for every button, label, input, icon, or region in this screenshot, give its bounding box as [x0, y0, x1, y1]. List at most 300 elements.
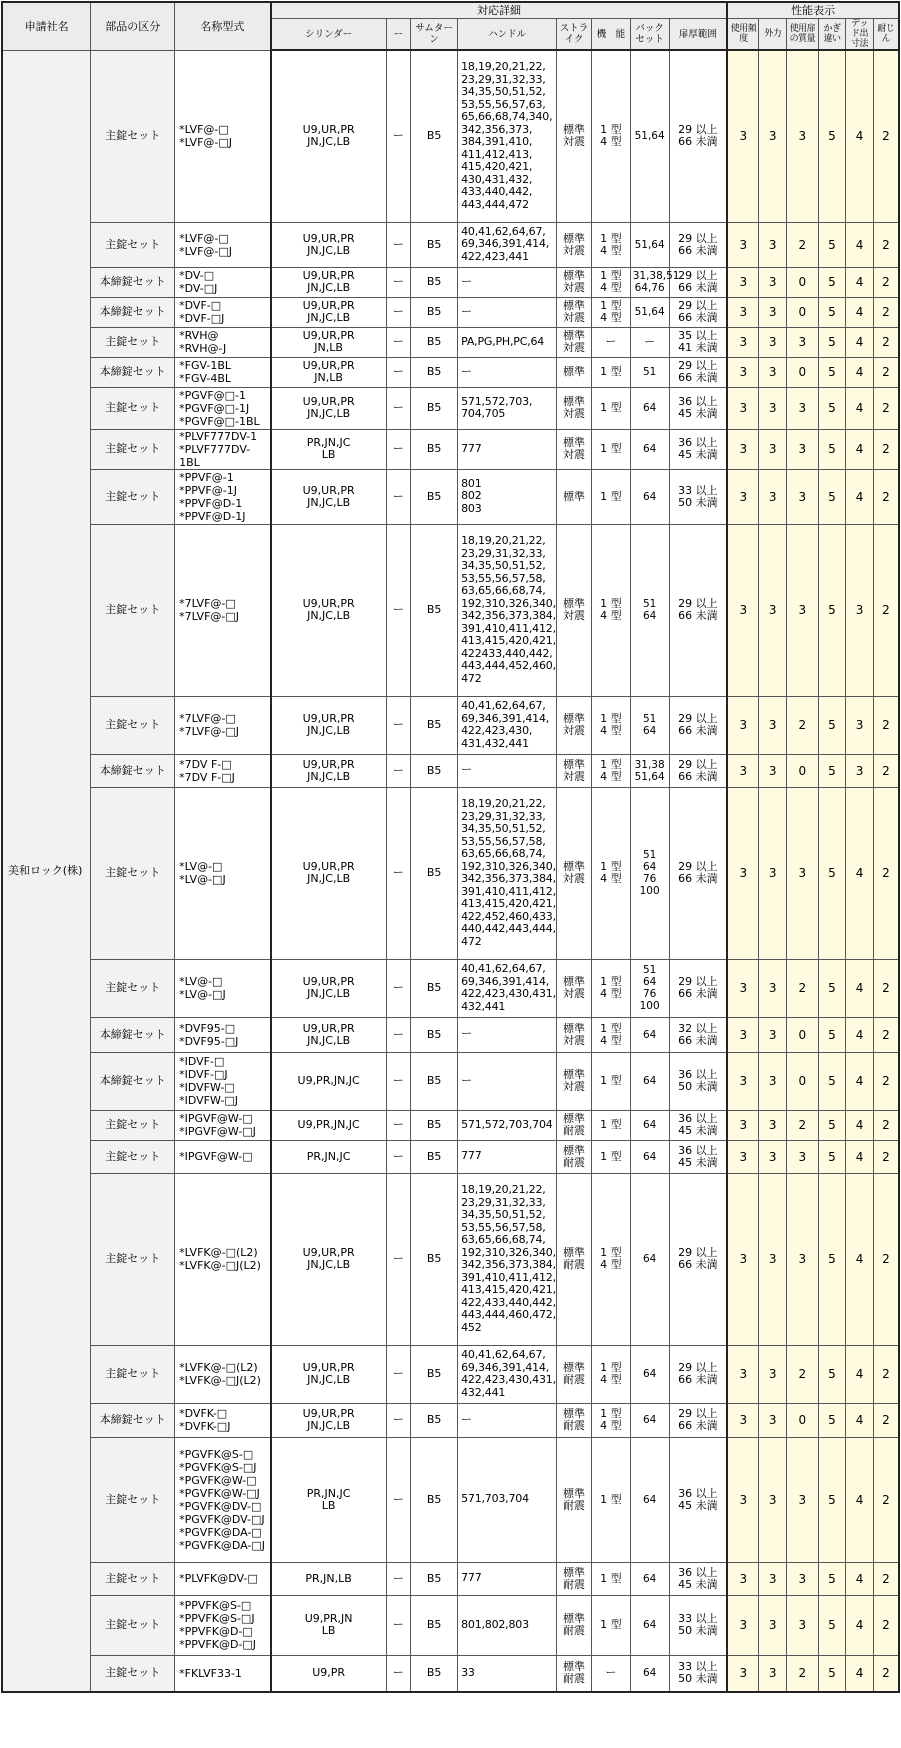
- row-dash: ー: [386, 357, 411, 387]
- row-dash: ー: [386, 959, 411, 1017]
- row-strike: 標準 対震: [557, 1017, 592, 1052]
- row-thumbturn: B5: [411, 1052, 458, 1110]
- row-perf-force: 3: [759, 1437, 787, 1562]
- row-model: *FGV-1BL *FGV-4BL: [175, 357, 271, 387]
- row-handle: PA,PG,PH,PC,64: [458, 327, 557, 357]
- table-row: [2, 524, 899, 696]
- row-dash: ー: [386, 1110, 411, 1140]
- row-model: *7DV F-□ *7DV F-□J: [175, 754, 271, 787]
- row-category: 主錠セット: [91, 222, 175, 267]
- row-dash: ー: [386, 469, 411, 524]
- row-backset: 51 64 76 100: [630, 787, 669, 959]
- row-perf-door-weight: 0: [787, 297, 819, 327]
- table-row: [2, 959, 899, 1017]
- row-perf-key-differ: 5: [818, 1403, 846, 1437]
- row-perf-deadbolt: 4: [846, 1017, 874, 1052]
- row-perf-key-differ: 5: [818, 387, 846, 429]
- row-function: 1 型 4 型: [591, 1345, 630, 1403]
- header-perf-key-differ: かぎ違い: [818, 19, 846, 51]
- row-thumbturn: B5: [411, 297, 458, 327]
- row-handle: 571,572,703, 704,705: [458, 387, 557, 429]
- row-backset: 31,38 51,64: [630, 754, 669, 787]
- row-category: 本締錠セット: [91, 357, 175, 387]
- table-row: [2, 696, 899, 754]
- row-perf-frequency: 3: [727, 787, 759, 959]
- row-function: 1 型: [591, 357, 630, 387]
- row-backset: 64: [630, 1437, 669, 1562]
- row-strike: 標準 対震: [557, 696, 592, 754]
- row-perf-deadbolt: 4: [846, 357, 874, 387]
- row-perf-deadbolt: 4: [846, 1140, 874, 1173]
- row-perf-twist: 2: [873, 959, 899, 1017]
- row-category: 主錠セット: [91, 1345, 175, 1403]
- row-category: 主錠セット: [91, 1562, 175, 1595]
- row-perf-twist: 2: [873, 222, 899, 267]
- row-perf-frequency: 3: [727, 267, 759, 297]
- row-cylinder: U9,UR,PR JN,JC,LB: [271, 387, 386, 429]
- row-perf-frequency: 3: [727, 357, 759, 387]
- row-function: 1 型: [591, 1437, 630, 1562]
- row-model: *LVF@-□ *LVF@-□J: [175, 222, 271, 267]
- row-backset: 51: [630, 357, 669, 387]
- row-perf-force: 3: [759, 524, 787, 696]
- table-row: [2, 1403, 899, 1437]
- row-thickness: 29 以上 66 未満: [669, 357, 727, 387]
- row-cylinder: U9,UR,PR JN,JC,LB: [271, 524, 386, 696]
- row-perf-key-differ: 5: [818, 1345, 846, 1403]
- row-category: 本締錠セット: [91, 267, 175, 297]
- table-row: [2, 1110, 899, 1140]
- row-function: 1 型 4 型: [591, 1173, 630, 1345]
- row-perf-deadbolt: 4: [846, 1110, 874, 1140]
- header-perf-twist: 耐じん: [873, 19, 899, 51]
- row-perf-force: 3: [759, 297, 787, 327]
- row-backset: 64: [630, 1655, 669, 1692]
- row-perf-key-differ: 5: [818, 696, 846, 754]
- row-cylinder: U9,PR,JN LB: [271, 1595, 386, 1655]
- row-backset: 51,64: [630, 222, 669, 267]
- header-function: 機 能: [591, 19, 630, 51]
- row-function: 1 型 4 型: [591, 50, 630, 222]
- row-perf-force: 3: [759, 50, 787, 222]
- row-perf-door-weight: 3: [787, 1140, 819, 1173]
- row-perf-frequency: 3: [727, 1403, 759, 1437]
- row-thickness: 35 以上 41 未満: [669, 327, 727, 357]
- row-thickness: 36 以上 45 未満: [669, 1140, 727, 1173]
- row-perf-twist: 2: [873, 1140, 899, 1173]
- row-strike: 標準 対震: [557, 787, 592, 959]
- row-perf-force: 3: [759, 787, 787, 959]
- row-perf-deadbolt: 3: [846, 524, 874, 696]
- row-perf-key-differ: 5: [818, 1110, 846, 1140]
- row-thumbturn: B5: [411, 50, 458, 222]
- row-category: 主錠セット: [91, 787, 175, 959]
- table-row: [2, 469, 899, 524]
- row-model: *IPGVF@W-□: [175, 1140, 271, 1173]
- row-model: *LV@-□ *LV@-□J: [175, 787, 271, 959]
- row-perf-frequency: 3: [727, 1140, 759, 1173]
- row-perf-deadbolt: 4: [846, 387, 874, 429]
- row-category: 主錠セット: [91, 1655, 175, 1692]
- row-perf-force: 3: [759, 222, 787, 267]
- row-backset: 51 64: [630, 524, 669, 696]
- row-function: ー: [591, 1655, 630, 1692]
- row-perf-force: 3: [759, 1403, 787, 1437]
- row-backset: 64: [630, 429, 669, 469]
- row-category: 主錠セット: [91, 1437, 175, 1562]
- table-row: [2, 1595, 899, 1655]
- row-category: 本締錠セット: [91, 1403, 175, 1437]
- table-row: [2, 297, 899, 327]
- row-perf-frequency: 3: [727, 959, 759, 1017]
- row-perf-door-weight: 0: [787, 1403, 819, 1437]
- header-perf-force: 外力: [759, 19, 787, 51]
- row-strike: 標準 対震: [557, 50, 592, 222]
- row-handle: ー: [458, 754, 557, 787]
- row-perf-twist: 2: [873, 1437, 899, 1562]
- row-handle: 33: [458, 1655, 557, 1692]
- row-perf-door-weight: 3: [787, 1595, 819, 1655]
- row-perf-force: 3: [759, 267, 787, 297]
- row-perf-twist: 2: [873, 1655, 899, 1692]
- row-model: *LVFK@-□(L2) *LVFK@-□J(L2): [175, 1345, 271, 1403]
- row-function: 1 型: [591, 1595, 630, 1655]
- row-handle: 18,19,20,21,22, 23,29,31,32,33, 34,35,50,51,52, 53,55,56,57,58, 63,65,66,68,74, 192,310,326,340, 342,356,373,384, 391,410,411,412, 413,415,420,421, 422,452,460,433, 440,442,443,444, 472: [458, 787, 557, 959]
- row-function: 1 型 4 型: [591, 696, 630, 754]
- row-model: *IPGVF@W-□ *IPGVF@W-□J: [175, 1110, 271, 1140]
- row-handle: 40,41,62,64,67, 69,346,391,414, 422,423,430,431, 432,441: [458, 959, 557, 1017]
- row-dash: ー: [386, 222, 411, 267]
- row-thumbturn: B5: [411, 524, 458, 696]
- row-cylinder: U9,UR,PR JN,JC,LB: [271, 50, 386, 222]
- row-perf-key-differ: 5: [818, 1655, 846, 1692]
- row-perf-force: 3: [759, 1595, 787, 1655]
- row-perf-door-weight: 2: [787, 1110, 819, 1140]
- row-perf-deadbolt: 4: [846, 1052, 874, 1110]
- row-perf-deadbolt: 4: [846, 787, 874, 959]
- row-handle: 40,41,62,64,67, 69,346,391,414, 422,423,441: [458, 222, 557, 267]
- row-strike: 標準 対震: [557, 327, 592, 357]
- row-thumbturn: B5: [411, 1345, 458, 1403]
- row-model: *7LVF@-□ *7LVF@-□J: [175, 524, 271, 696]
- row-function: 1 型 4 型: [591, 1403, 630, 1437]
- row-model: *PLVFK@DV-□: [175, 1562, 271, 1595]
- row-perf-key-differ: 5: [818, 787, 846, 959]
- row-strike: 標準 耐震: [557, 1595, 592, 1655]
- row-perf-key-differ: 5: [818, 1140, 846, 1173]
- table-row: [2, 754, 899, 787]
- row-perf-twist: 2: [873, 50, 899, 222]
- row-thumbturn: B5: [411, 1655, 458, 1692]
- header-door-thickness: 扉厚範囲: [669, 19, 727, 51]
- row-handle: ー: [458, 1017, 557, 1052]
- table-row: [2, 50, 899, 222]
- row-perf-twist: 2: [873, 297, 899, 327]
- header-perf-deadbolt: デッド出寸法: [846, 19, 874, 51]
- row-category: 主錠セット: [91, 1140, 175, 1173]
- row-perf-frequency: 3: [727, 1110, 759, 1140]
- header-cylinder: シリンダー: [271, 19, 386, 51]
- row-perf-force: 3: [759, 1173, 787, 1345]
- row-perf-twist: 2: [873, 267, 899, 297]
- row-category: 主錠セット: [91, 429, 175, 469]
- row-strike: 標準 耐震: [557, 1562, 592, 1595]
- row-dash: ー: [386, 524, 411, 696]
- row-cylinder: U9,UR,PR JN,JC,LB: [271, 222, 386, 267]
- header-handle: ハンドル: [458, 19, 557, 51]
- row-perf-deadbolt: 4: [846, 222, 874, 267]
- row-thumbturn: B5: [411, 1017, 458, 1052]
- row-perf-frequency: 3: [727, 1017, 759, 1052]
- row-perf-door-weight: 0: [787, 754, 819, 787]
- row-perf-twist: 2: [873, 524, 899, 696]
- row-perf-force: 3: [759, 1052, 787, 1110]
- row-perf-key-differ: 5: [818, 1595, 846, 1655]
- row-model: *PPVF@-1 *PPVF@-1J *PPVF@D-1 *PPVF@D-1J: [175, 469, 271, 524]
- row-function: 1 型 4 型: [591, 267, 630, 297]
- table-row: [2, 1052, 899, 1110]
- row-perf-door-weight: 0: [787, 1017, 819, 1052]
- row-backset: 51 64 76 100: [630, 959, 669, 1017]
- row-thickness: 29 以上 66 未満: [669, 1173, 727, 1345]
- row-perf-door-weight: 0: [787, 1052, 819, 1110]
- row-thumbturn: B5: [411, 1140, 458, 1173]
- row-category: 本締錠セット: [91, 1017, 175, 1052]
- row-perf-frequency: 3: [727, 222, 759, 267]
- row-thickness: 36 以上 50 未満: [669, 1052, 727, 1110]
- row-model: *DVF-□ *DVF-□J: [175, 297, 271, 327]
- row-model: *DVFK-□ *DVFK-□J: [175, 1403, 271, 1437]
- row-strike: 標準 耐震: [557, 1403, 592, 1437]
- row-thickness: 29 以上 66 未満: [669, 696, 727, 754]
- row-perf-key-differ: 5: [818, 327, 846, 357]
- row-function: 1 型: [591, 1110, 630, 1140]
- row-category: 本締錠セット: [91, 754, 175, 787]
- row-perf-key-differ: 5: [818, 297, 846, 327]
- row-strike: 標準 対震: [557, 1052, 592, 1110]
- row-dash: ー: [386, 1052, 411, 1110]
- row-handle: ー: [458, 267, 557, 297]
- row-dash: ー: [386, 1017, 411, 1052]
- table-row: [2, 1345, 899, 1403]
- row-perf-force: 3: [759, 1140, 787, 1173]
- row-perf-twist: 2: [873, 787, 899, 959]
- row-model: *FKLVF33-1: [175, 1655, 271, 1692]
- table-row: [2, 429, 899, 469]
- row-dash: ー: [386, 50, 411, 222]
- row-perf-deadbolt: 4: [846, 959, 874, 1017]
- row-strike: 標準 対震: [557, 959, 592, 1017]
- row-handle: 18,19,20,21,22, 23,29,31,32,33, 34,35,50,51,52, 53,55,56,57,58, 63,65,66,68,74, 192,310,326,340, 342,356,373,384, 391,410,411,412, 413,415,420,421, 422,433,440,442, 443,444,460,472, 452: [458, 1173, 557, 1345]
- row-backset: 51 64: [630, 696, 669, 754]
- applicant-company: 美和ロック(株): [2, 50, 91, 1692]
- row-perf-frequency: 3: [727, 1173, 759, 1345]
- row-perf-frequency: 3: [727, 1655, 759, 1692]
- row-cylinder: U9,PR,JN,JC: [271, 1110, 386, 1140]
- row-strike: 標準 対震: [557, 267, 592, 297]
- row-perf-force: 3: [759, 387, 787, 429]
- row-perf-deadbolt: 4: [846, 1345, 874, 1403]
- row-perf-frequency: 3: [727, 429, 759, 469]
- row-handle: 777: [458, 429, 557, 469]
- row-backset: 64: [630, 1173, 669, 1345]
- table-row: [2, 1173, 899, 1345]
- row-perf-door-weight: 3: [787, 327, 819, 357]
- row-thickness: 29 以上 66 未満: [669, 297, 727, 327]
- row-function: ー: [591, 327, 630, 357]
- table-row: [2, 787, 899, 959]
- row-dash: ー: [386, 1403, 411, 1437]
- row-perf-deadbolt: 4: [846, 50, 874, 222]
- row-thickness: 33 以上 50 未満: [669, 469, 727, 524]
- row-perf-deadbolt: 4: [846, 297, 874, 327]
- row-strike: 標準 対震: [557, 524, 592, 696]
- row-perf-twist: 2: [873, 1595, 899, 1655]
- row-perf-force: 3: [759, 1562, 787, 1595]
- row-perf-force: 3: [759, 429, 787, 469]
- row-perf-force: 3: [759, 1655, 787, 1692]
- row-cylinder: U9,UR,PR JN,JC,LB: [271, 1403, 386, 1437]
- row-perf-twist: 2: [873, 357, 899, 387]
- row-handle: 571,703,704: [458, 1437, 557, 1562]
- row-perf-twist: 2: [873, 1345, 899, 1403]
- row-perf-twist: 2: [873, 754, 899, 787]
- row-perf-door-weight: 3: [787, 429, 819, 469]
- row-perf-frequency: 3: [727, 327, 759, 357]
- row-perf-door-weight: 3: [787, 387, 819, 429]
- row-handle: ー: [458, 1052, 557, 1110]
- row-backset: 64: [630, 1140, 669, 1173]
- row-strike: 標準 耐震: [557, 1140, 592, 1173]
- row-strike: 標準 耐震: [557, 1110, 592, 1140]
- table-row: [2, 357, 899, 387]
- row-backset: 64: [630, 1345, 669, 1403]
- row-perf-force: 3: [759, 327, 787, 357]
- row-perf-key-differ: 5: [818, 1562, 846, 1595]
- row-thickness: 36 以上 45 未満: [669, 1437, 727, 1562]
- row-perf-twist: 2: [873, 1052, 899, 1110]
- row-perf-twist: 2: [873, 1017, 899, 1052]
- row-model: *DV-□ *DV-□J: [175, 267, 271, 297]
- row-cylinder: U9,UR,PR JN,JC,LB: [271, 959, 386, 1017]
- row-function: 1 型: [591, 1052, 630, 1110]
- row-perf-door-weight: 2: [787, 959, 819, 1017]
- row-handle: 40,41,62,64,67, 69,346,391,414, 422,423,430, 431,432,441: [458, 696, 557, 754]
- row-dash: ー: [386, 387, 411, 429]
- row-perf-twist: 2: [873, 429, 899, 469]
- row-perf-twist: 2: [873, 1562, 899, 1595]
- header-perf-door-weight: 使用扉の質量: [787, 19, 819, 51]
- row-category: 主錠セット: [91, 469, 175, 524]
- row-cylinder: U9,UR,PR JN,LB: [271, 327, 386, 357]
- header-applicant: 申請社名: [2, 2, 91, 50]
- table-row: [2, 267, 899, 297]
- row-perf-deadbolt: 4: [846, 1403, 874, 1437]
- row-category: 主錠セット: [91, 50, 175, 222]
- row-thickness: 29 以上 66 未満: [669, 267, 727, 297]
- row-thickness: 29 以上 66 未満: [669, 222, 727, 267]
- row-perf-key-differ: 5: [818, 357, 846, 387]
- row-cylinder: U9,UR,PR JN,LB: [271, 357, 386, 387]
- row-function: 1 型: [591, 429, 630, 469]
- row-perf-force: 3: [759, 357, 787, 387]
- row-thumbturn: B5: [411, 1173, 458, 1345]
- row-cylinder: PR,JN,JC LB: [271, 1437, 386, 1562]
- row-function: 1 型 4 型: [591, 524, 630, 696]
- row-cylinder: U9,UR,PR JN,JC,LB: [271, 696, 386, 754]
- row-perf-frequency: 3: [727, 469, 759, 524]
- row-strike: 標準 対震: [557, 297, 592, 327]
- row-category: 主錠セット: [91, 1173, 175, 1345]
- row-model: *PGVFK@S-□ *PGVFK@S-□J *PGVFK@W-□ *PGVFK@W-□J *PGVFK@DV-□ *PGVFK@DV-□J *PGVFK@DA-□ *PGVFK@DA-□J: [175, 1437, 271, 1562]
- row-strike: 標準 耐震: [557, 1345, 592, 1403]
- table-row: [2, 222, 899, 267]
- row-handle: 18,19,20,21,22, 23,29,31,32,33, 34,35,50,51,52, 53,55,56,57,63, 65,66,68,74,340, 342,356,373, 384,391,410, 411,412,413, 415,420,421, 430,431,432, 433,440,442, 443,444,472: [458, 50, 557, 222]
- row-thickness: 29 以上 66 未満: [669, 787, 727, 959]
- table-row: [2, 1562, 899, 1595]
- row-handle: ー: [458, 357, 557, 387]
- row-backset: 64: [630, 1562, 669, 1595]
- row-model: *LVFK@-□(L2) *LVFK@-□J(L2): [175, 1173, 271, 1345]
- row-cylinder: U9,PR,JN,JC: [271, 1052, 386, 1110]
- row-handle: 777: [458, 1140, 557, 1173]
- row-perf-twist: 2: [873, 387, 899, 429]
- row-perf-key-differ: 5: [818, 222, 846, 267]
- table-row: [2, 1437, 899, 1562]
- row-perf-key-differ: 5: [818, 429, 846, 469]
- row-perf-frequency: 3: [727, 754, 759, 787]
- row-function: 1 型: [591, 469, 630, 524]
- row-perf-key-differ: 5: [818, 754, 846, 787]
- row-perf-door-weight: 2: [787, 222, 819, 267]
- row-thickness: 36 以上 45 未満: [669, 387, 727, 429]
- row-thumbturn: B5: [411, 1403, 458, 1437]
- row-thumbturn: B5: [411, 469, 458, 524]
- row-thumbturn: B5: [411, 754, 458, 787]
- row-strike: 標準: [557, 357, 592, 387]
- row-perf-frequency: 3: [727, 1437, 759, 1562]
- row-thumbturn: B5: [411, 1437, 458, 1562]
- row-perf-twist: 2: [873, 469, 899, 524]
- row-perf-deadbolt: 4: [846, 1595, 874, 1655]
- row-thumbturn: B5: [411, 429, 458, 469]
- row-dash: ー: [386, 267, 411, 297]
- row-perf-key-differ: 5: [818, 469, 846, 524]
- row-function: 1 型 4 型: [591, 297, 630, 327]
- header-perf-frequency: 使用頻度: [727, 19, 759, 51]
- row-model: *IDVF-□ *IDVF-□J *IDVFW-□ *IDVFW-□J: [175, 1052, 271, 1110]
- row-dash: ー: [386, 1173, 411, 1345]
- row-perf-key-differ: 5: [818, 1173, 846, 1345]
- row-cylinder: U9,UR,PR JN,JC,LB: [271, 1017, 386, 1052]
- row-perf-door-weight: 3: [787, 787, 819, 959]
- row-function: 1 型 4 型: [591, 787, 630, 959]
- row-thickness: 36 以上 45 未満: [669, 429, 727, 469]
- row-perf-deadbolt: 4: [846, 1173, 874, 1345]
- row-dash: ー: [386, 429, 411, 469]
- row-perf-key-differ: 5: [818, 50, 846, 222]
- row-perf-door-weight: 3: [787, 50, 819, 222]
- row-thickness: 29 以上 66 未満: [669, 1345, 727, 1403]
- row-backset: 64: [630, 469, 669, 524]
- row-thumbturn: B5: [411, 787, 458, 959]
- row-strike: 標準 対震: [557, 222, 592, 267]
- row-category: 主錠セット: [91, 327, 175, 357]
- row-cylinder: U9,UR,PR JN,JC,LB: [271, 297, 386, 327]
- row-perf-deadbolt: 4: [846, 429, 874, 469]
- row-model: *7LVF@-□ *7LVF@-□J: [175, 696, 271, 754]
- header-model: 名称型式: [175, 2, 271, 50]
